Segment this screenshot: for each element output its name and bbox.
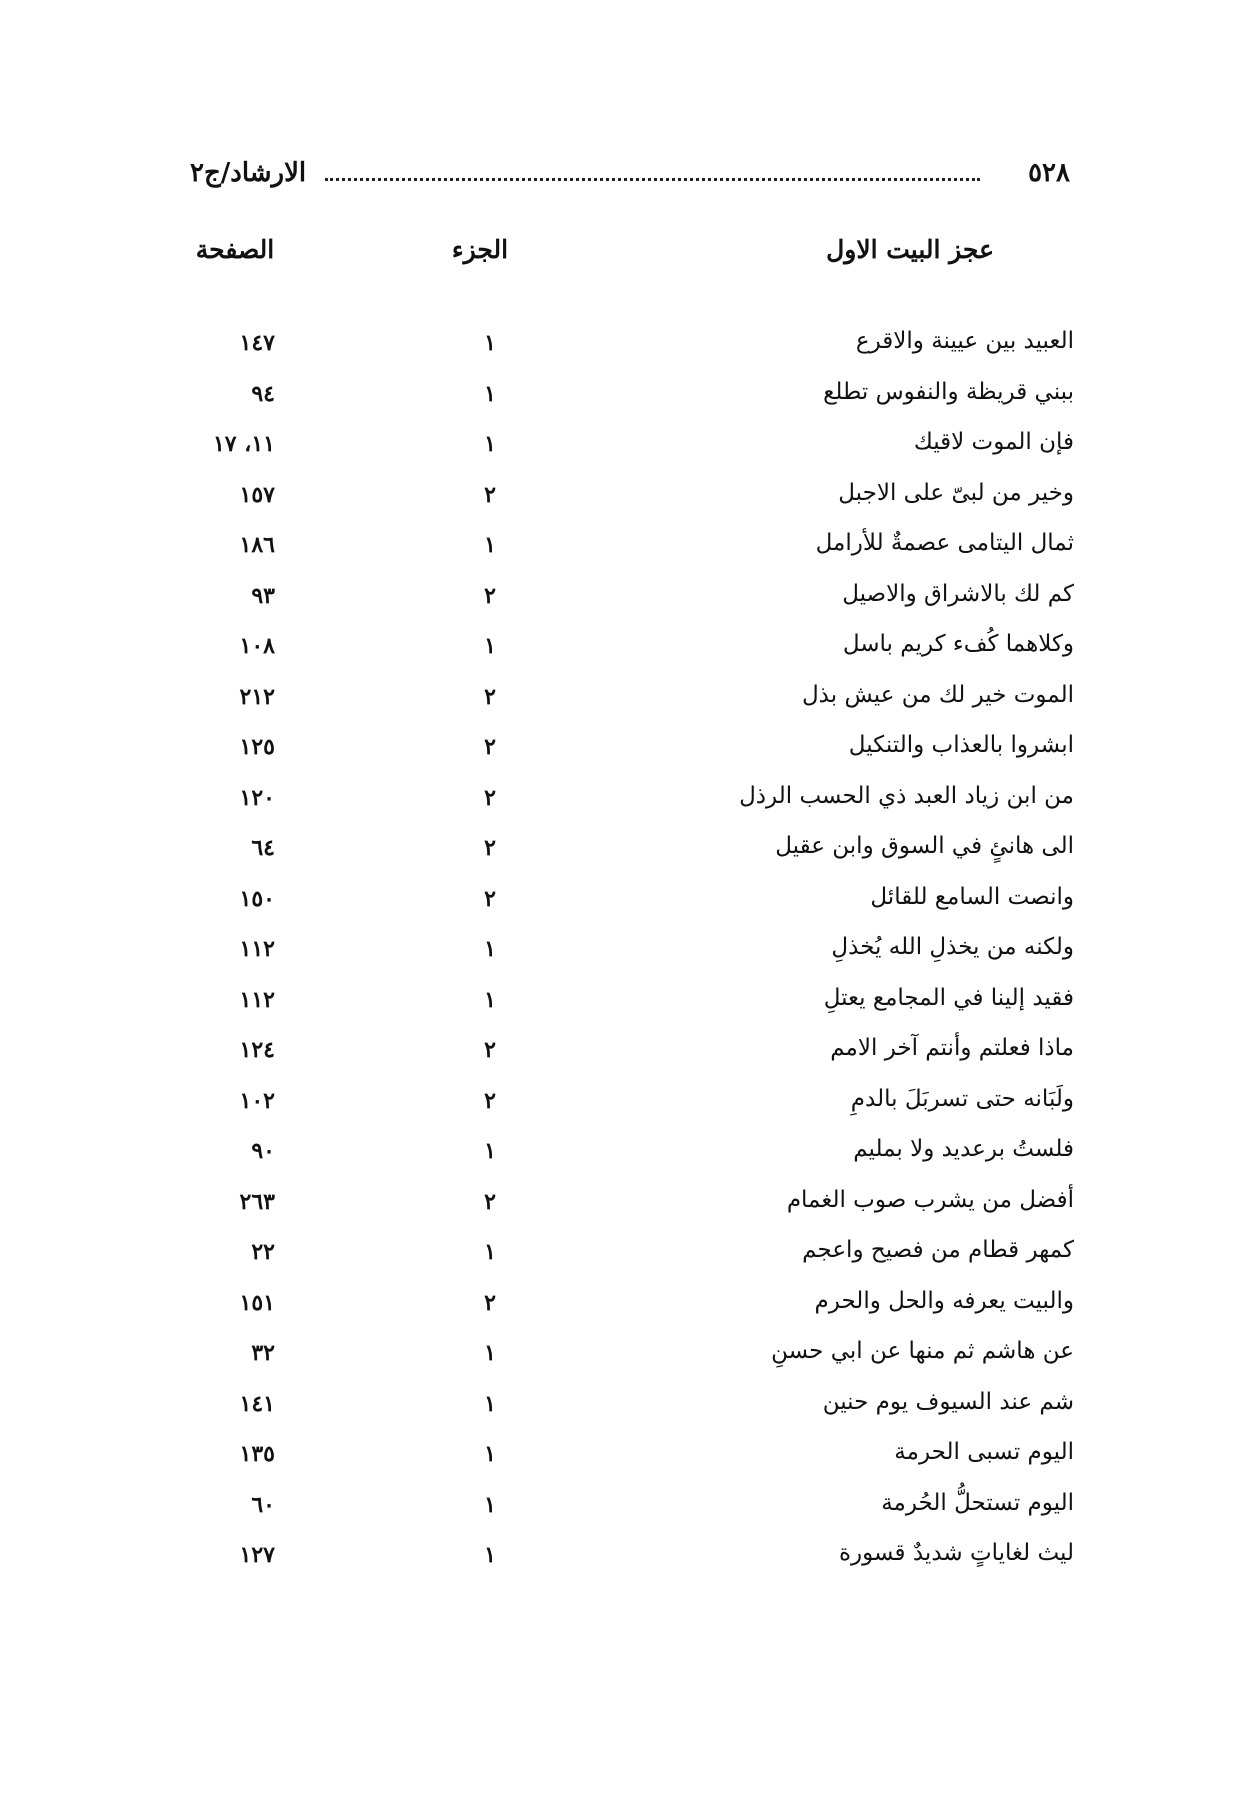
table-row	[0, 1237, 1249, 1288]
verse-cell: فإن الموت لاقيك	[913, 429, 1074, 455]
part-cell: ٢	[484, 582, 496, 609]
table-row	[0, 1338, 1249, 1389]
part-cell: ١	[484, 633, 496, 659]
table-row	[0, 530, 1249, 581]
column-header-part: الجزء	[451, 235, 509, 264]
verse-cell: كمهر قطام من فصيح واعجم	[802, 1237, 1074, 1263]
part-cell: ٢	[484, 784, 496, 811]
part-cell: ١	[484, 532, 496, 558]
table-row	[0, 1187, 1249, 1238]
part-cell: ٢	[484, 1087, 496, 1114]
verse-cell: فقيد إلينا في المجامع يعتلِ	[823, 984, 1074, 1011]
page-cell: ١٢٧	[239, 1542, 275, 1568]
part-cell: ٢	[484, 481, 496, 508]
verse-cell: ليث لغاياتٍ شديدٌ قسورة	[838, 1540, 1074, 1566]
verse-cell: والبيت يعرفه والحل والحرم	[814, 1287, 1074, 1314]
page-cell: ١٥٠	[239, 885, 275, 912]
verse-cell: ولَبَانه حتى تسربَلَ بالدمِ	[850, 1085, 1074, 1112]
part-cell: ١	[484, 1491, 496, 1518]
table-row	[0, 328, 1249, 379]
part-cell: ٢	[484, 1289, 496, 1316]
running-head	[190, 158, 1070, 198]
page-cell: ١٥١	[239, 1289, 275, 1316]
page-cell: ٢٢	[251, 1239, 275, 1265]
part-cell: ٢	[484, 1188, 496, 1215]
table-row	[0, 1439, 1249, 1490]
verse-cell: عن هاشم ثم منها عن ابي حسنِ	[771, 1338, 1074, 1364]
page-cell: ٢١٢	[239, 683, 275, 710]
page-cell: ٦٤	[251, 835, 275, 861]
verse-cell: فلستُ برعديد ولا بمليم	[853, 1136, 1074, 1162]
page-cell: ١٢٠	[239, 784, 275, 811]
table-row	[0, 1035, 1249, 1086]
table-row	[0, 379, 1249, 430]
page-number: ٥٢٨	[1028, 158, 1070, 188]
table-row	[0, 884, 1249, 935]
page-cell: ١٤١	[239, 1390, 275, 1417]
page-cell: ١٤٧	[239, 330, 275, 356]
table-row	[0, 1136, 1249, 1187]
column-headers	[0, 235, 1249, 275]
page-cell: ١٨٦	[239, 532, 275, 558]
table-row	[0, 985, 1249, 1036]
column-header-verse: عجز البيت الاول	[826, 235, 994, 264]
verse-cell: أفضل من يشرب صوب الغمام	[786, 1186, 1074, 1213]
index-table	[0, 328, 1249, 1591]
table-row	[0, 581, 1249, 632]
verse-cell: كم لك بالاشراق والاصيل	[842, 580, 1074, 607]
verse-cell: اليوم تسبى الحرمة	[894, 1439, 1074, 1465]
verse-cell: العبيد بين عيينة والاقرع	[855, 328, 1074, 354]
verse-cell: وكلاهما كُفء كريم باسل	[842, 631, 1074, 657]
book-title: الارشاد/ج٢	[190, 158, 307, 188]
page-cell: ١٣٥	[239, 1441, 275, 1467]
page-cell: ١٢٥	[239, 734, 275, 760]
part-cell: ١	[484, 1441, 496, 1467]
part-cell: ٢	[484, 885, 496, 912]
table-row	[0, 631, 1249, 682]
page-cell: ٩٠	[251, 1138, 275, 1164]
part-cell: ١	[484, 1542, 496, 1568]
page-cell: ١١، ١٧	[212, 431, 275, 457]
verse-cell: ثمال اليتامى عصمةٌ للأرامل	[815, 530, 1074, 556]
verse-cell: ماذا فعلتم وأنتم آخر الامم	[830, 1035, 1074, 1061]
table-row	[0, 833, 1249, 884]
verse-cell: ببني قريظة والنفوس تطلع	[823, 378, 1074, 405]
verse-cell: ولكنه من يخذلِ الله يُخذلِ	[831, 934, 1074, 960]
table-row	[0, 682, 1249, 733]
table-row	[0, 783, 1249, 834]
dotted-leader	[325, 178, 980, 181]
verse-cell: الموت خير لك من عيش بذل	[801, 681, 1074, 708]
verse-cell: من ابن زياد العبد ذي الحسب الرذل	[739, 782, 1074, 809]
part-cell: ١	[484, 330, 496, 356]
table-row	[0, 1288, 1249, 1339]
page-cell: ١٠٢	[239, 1087, 275, 1114]
part-cell: ١	[484, 431, 496, 457]
part-cell: ١	[484, 1138, 496, 1164]
page-cell: ٦٠	[251, 1491, 275, 1518]
part-cell: ١	[484, 936, 496, 962]
verse-cell: ابشروا بالعذاب والتنكيل	[848, 732, 1074, 758]
part-cell: ١	[484, 1239, 496, 1265]
column-header-page: الصفحة	[195, 235, 275, 264]
part-cell: ٢	[484, 835, 496, 861]
page-cell: ٩٤	[251, 380, 275, 407]
verse-cell: الى هانئٍ في السوق وابن عقيل	[775, 833, 1074, 859]
table-row	[0, 1389, 1249, 1440]
table-row	[0, 1540, 1249, 1591]
verse-cell: وانصت السامع للقائل	[870, 883, 1074, 910]
page-cell: ٢٦٣	[239, 1188, 275, 1215]
page-cell: ١١٢	[239, 986, 275, 1013]
page-cell: ١٢٤	[239, 1037, 275, 1063]
verse-cell: وخير من لبىّ على الاجبل	[838, 479, 1074, 506]
page-cell: ١٠٨	[239, 633, 275, 659]
part-cell: ٢	[484, 683, 496, 710]
page-cell: ٣٢	[251, 1340, 275, 1366]
table-row	[0, 732, 1249, 783]
part-cell: ٢	[484, 1037, 496, 1063]
part-cell: ١	[484, 986, 496, 1013]
verse-cell: اليوم تستحلُّ الحُرمة	[881, 1489, 1074, 1516]
part-cell: ١	[484, 380, 496, 407]
table-row	[0, 429, 1249, 480]
page-cell: ١٥٧	[239, 481, 275, 508]
table-row	[0, 1490, 1249, 1541]
verse-cell: شم عند السيوف يوم حنين	[822, 1388, 1074, 1415]
page-cell: ٩٣	[251, 582, 275, 609]
table-row	[0, 480, 1249, 531]
table-row	[0, 1086, 1249, 1137]
page-cell: ١١٢	[239, 936, 275, 962]
part-cell: ١	[484, 1340, 496, 1366]
part-cell: ٢	[484, 734, 496, 760]
table-row	[0, 934, 1249, 985]
part-cell: ١	[484, 1390, 496, 1417]
